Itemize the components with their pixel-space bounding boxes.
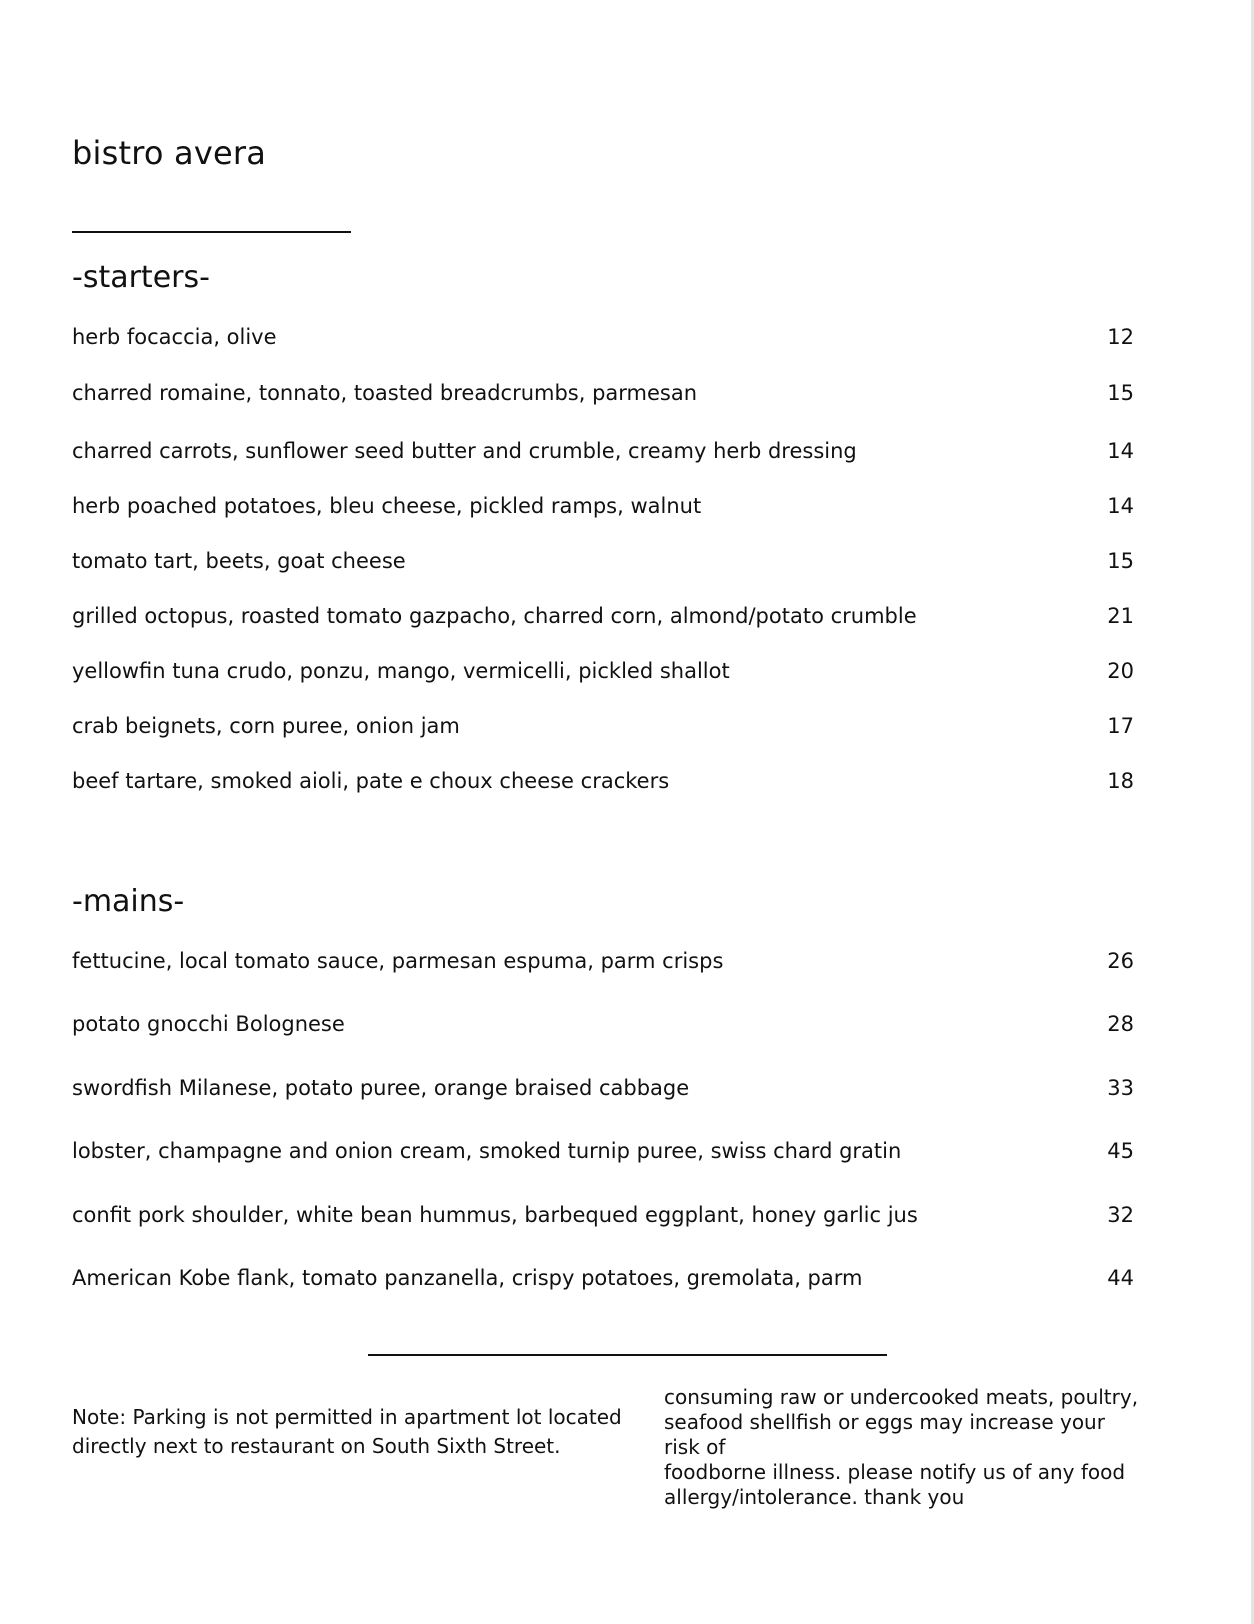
parking-note-line: Note: Parking is not permitted in apartment lot located (72, 1405, 622, 1429)
advisory-line: allergy/intolerance. thank you (664, 1485, 965, 1509)
item-price: 15 (1107, 381, 1134, 405)
item-price: 12 (1107, 325, 1134, 349)
starters-heading: -starters- (72, 260, 210, 295)
menu-item (72, 601, 1134, 631)
item-price: 14 (1107, 439, 1134, 463)
menu-item (72, 378, 1134, 408)
parking-note (72, 1403, 632, 1461)
item-price: 15 (1107, 549, 1134, 573)
item-name: tomato tart, beets, goat cheese (72, 549, 406, 573)
item-name: fettucine, local tomato sauce, parmesan espuma, parm crisps (72, 949, 724, 973)
item-price: 26 (1107, 949, 1134, 973)
item-name: American Kobe flank, tomato panzanella, crispy potatoes, gremolata, parm (72, 1266, 863, 1290)
menu-item (72, 1136, 1134, 1166)
item-price: 20 (1107, 659, 1134, 683)
menu-item (72, 656, 1134, 686)
item-name: lobster, champagne and onion cream, smoked turnip puree, swiss chard gratin (72, 1139, 902, 1163)
food-advisory-note (664, 1385, 1144, 1510)
menu-item (72, 1009, 1134, 1039)
restaurant-name: bistro avera (72, 134, 267, 172)
item-name: yellowfin tuna crudo, ponzu, mango, vermicelli, pickled shallot (72, 659, 730, 683)
advisory-line: consuming raw or undercooked meats, poultry, (664, 1385, 1139, 1409)
item-name: confit pork shoulder, white bean hummus, barbequed eggplant, honey garlic jus (72, 1203, 918, 1227)
item-price: 18 (1107, 769, 1134, 793)
title-divider (72, 231, 351, 233)
item-price: 33 (1107, 1076, 1134, 1100)
menu-item (72, 1073, 1134, 1103)
item-price: 44 (1107, 1266, 1134, 1290)
menu-item (72, 491, 1134, 521)
item-price: 21 (1107, 604, 1134, 628)
mains-heading: -mains- (72, 884, 185, 919)
menu-item (72, 322, 1134, 352)
item-name: charred romaine, tonnato, toasted breadcrumbs, parmesan (72, 381, 698, 405)
item-price: 28 (1107, 1012, 1134, 1036)
menu-item (72, 436, 1134, 466)
advisory-line: foodborne illness. please notify us of any food (664, 1460, 1126, 1484)
item-price: 14 (1107, 494, 1134, 518)
footer-divider (368, 1354, 887, 1356)
item-price: 32 (1107, 1203, 1134, 1227)
item-name: beef tartare, smoked aioli, pate e choux cheese crackers (72, 769, 670, 793)
item-name: potato gnocchi Bolognese (72, 1012, 345, 1036)
item-name: grilled octopus, roasted tomato gazpacho, charred corn, almond/potato crumble (72, 604, 917, 628)
item-name: herb poached potatoes, bleu cheese, pickled ramps, walnut (72, 494, 702, 518)
menu-item (72, 546, 1134, 576)
menu-item (72, 946, 1134, 976)
item-name: herb focaccia, olive (72, 325, 277, 349)
item-price: 45 (1107, 1139, 1134, 1163)
item-name: charred carrots, sunflower seed butter and crumble, creamy herb dressing (72, 439, 857, 463)
menu-item (72, 711, 1134, 741)
item-price: 17 (1107, 714, 1134, 738)
parking-note-line: directly next to restaurant on South Sixth Street. (72, 1434, 561, 1458)
item-name: crab beignets, corn puree, onion jam (72, 714, 460, 738)
menu-item (72, 1263, 1134, 1293)
item-name: swordfish Milanese, potato puree, orange braised cabbage (72, 1076, 690, 1100)
advisory-line: seafood shellfish or eggs may increase your risk of (664, 1410, 1105, 1459)
menu-item (72, 1200, 1134, 1230)
menu-item (72, 766, 1134, 796)
